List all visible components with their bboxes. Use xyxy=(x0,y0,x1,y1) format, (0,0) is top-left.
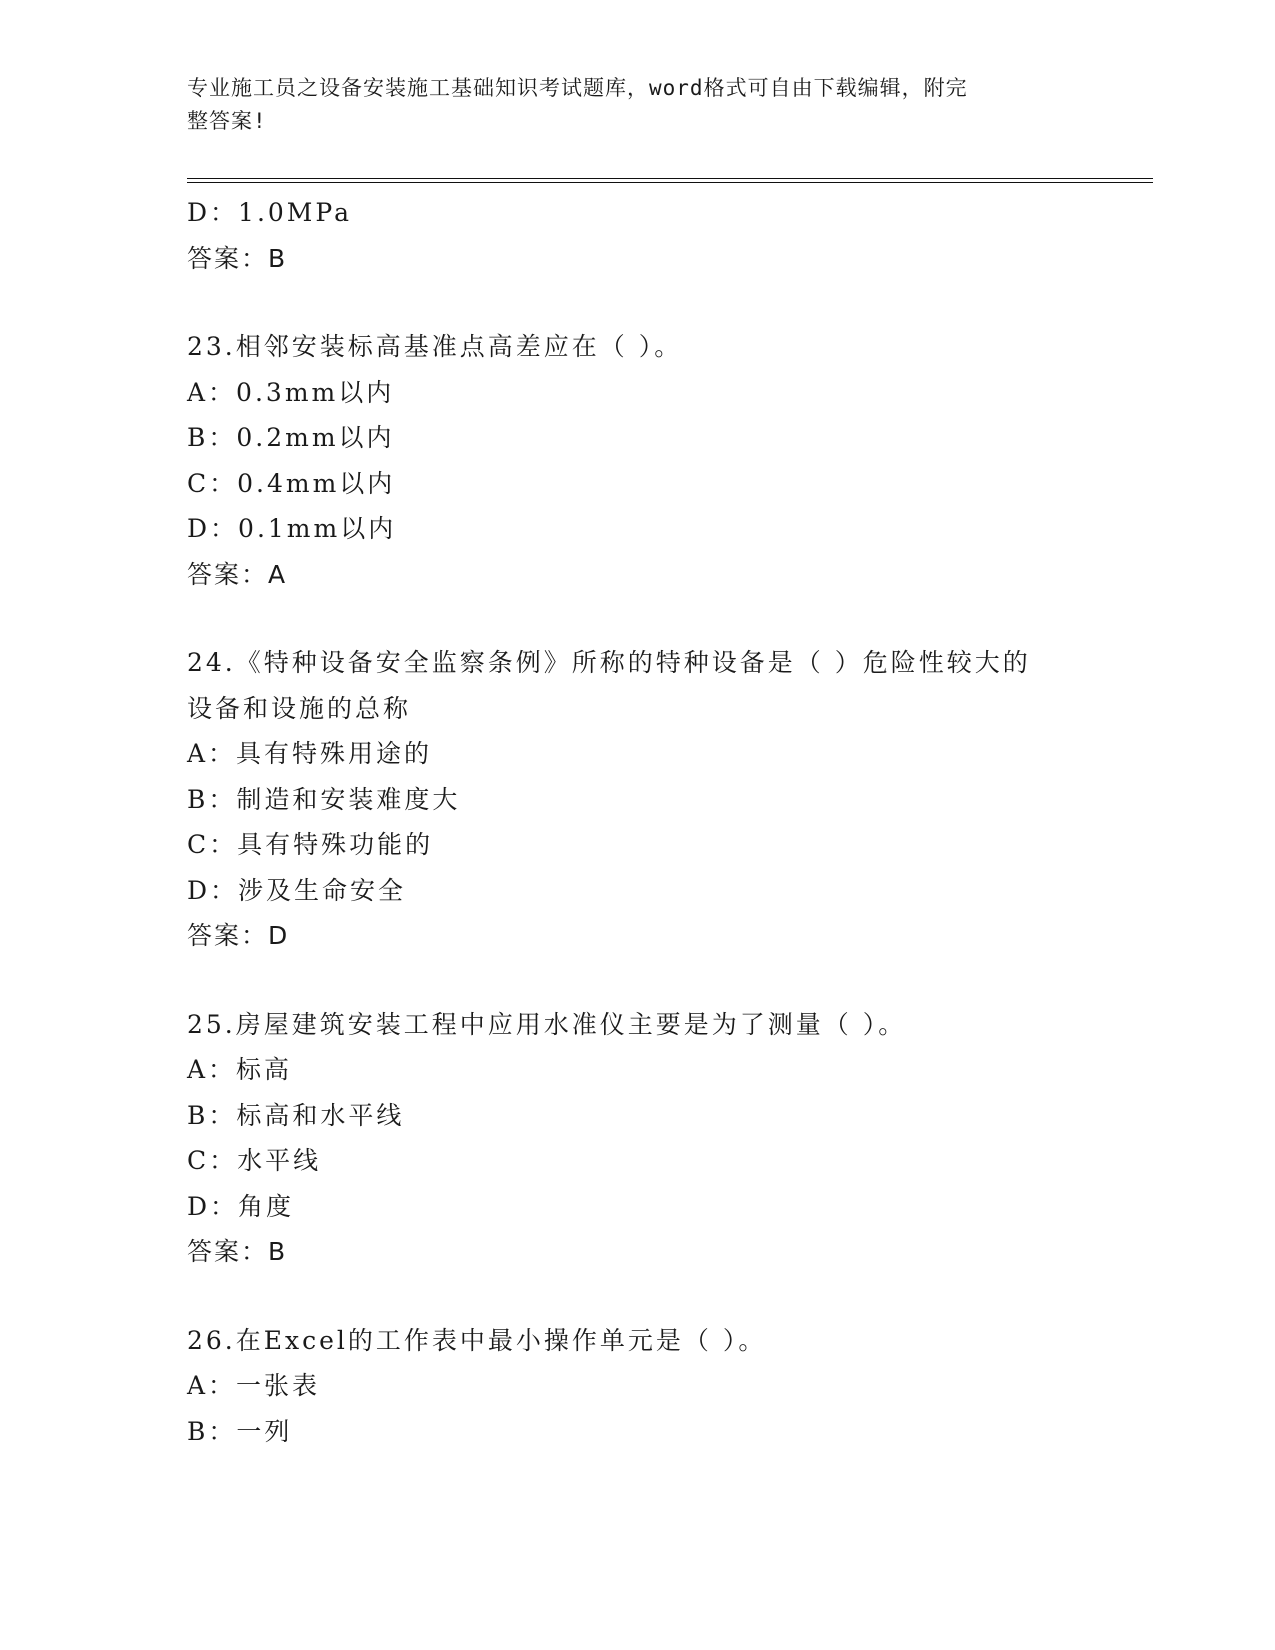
option-a: A：0.3mm以内 xyxy=(187,377,395,407)
question-26 xyxy=(187,1318,1087,1455)
header-line-1: 专业施工员之设备安装施工基础知识考试题库，word格式可自由下载编辑，附完 xyxy=(187,76,968,100)
option-a: A：一张表 xyxy=(187,1371,321,1400)
question-25 xyxy=(187,1002,1087,1275)
option-b: B：一列 xyxy=(187,1416,293,1446)
prev-answer: 答案：B xyxy=(187,243,288,273)
option-d: D：0.1mm以内 xyxy=(187,514,397,543)
question-23 xyxy=(187,324,1087,597)
page-header xyxy=(187,72,1067,138)
question-24 xyxy=(187,640,1087,959)
answer: 答案：B xyxy=(187,1237,288,1266)
prev-option-d: D：1.0MPa xyxy=(187,198,353,227)
option-b: B：标高和水平线 xyxy=(187,1100,405,1130)
header-divider-top xyxy=(187,178,1153,179)
question-title: 23.相邻安装标高基准点高差应在（ ）。 xyxy=(187,332,683,361)
question-title: 26.在Excel的工作表中最小操作单元是（ ）。 xyxy=(187,1325,767,1355)
option-c: C：0.4mm以内 xyxy=(187,468,396,498)
option-d: D：角度 xyxy=(187,1191,295,1221)
option-b: B：制造和安装难度大 xyxy=(187,784,461,814)
question-title: 25.房屋建筑安装工程中应用水准仪主要是为了测量（ ）。 xyxy=(187,1009,907,1039)
answer: 答案：A xyxy=(187,559,288,589)
option-a: A：标高 xyxy=(187,1055,293,1084)
option-c: C：水平线 xyxy=(187,1146,322,1175)
question-title: 24.《特种设备安全监察条例》所称的特种设备是（ ）危险性较大的 xyxy=(187,648,1031,677)
option-d: D：涉及生命安全 xyxy=(187,875,407,905)
answer: 答案：D xyxy=(187,921,290,950)
spacer xyxy=(187,1275,1087,1318)
question-list xyxy=(187,190,1087,1454)
question-title-continued: 设备和设施的总称 xyxy=(187,693,412,723)
spacer xyxy=(187,597,1087,640)
header-line-2: 整答案! xyxy=(187,109,267,133)
option-b: B：0.2mm以内 xyxy=(187,423,395,452)
header-divider-bottom xyxy=(187,182,1153,183)
spacer xyxy=(187,959,1087,1002)
option-c: C：具有特殊功能的 xyxy=(187,830,434,859)
spacer xyxy=(187,281,1087,324)
option-a: A：具有特殊用途的 xyxy=(187,739,433,768)
